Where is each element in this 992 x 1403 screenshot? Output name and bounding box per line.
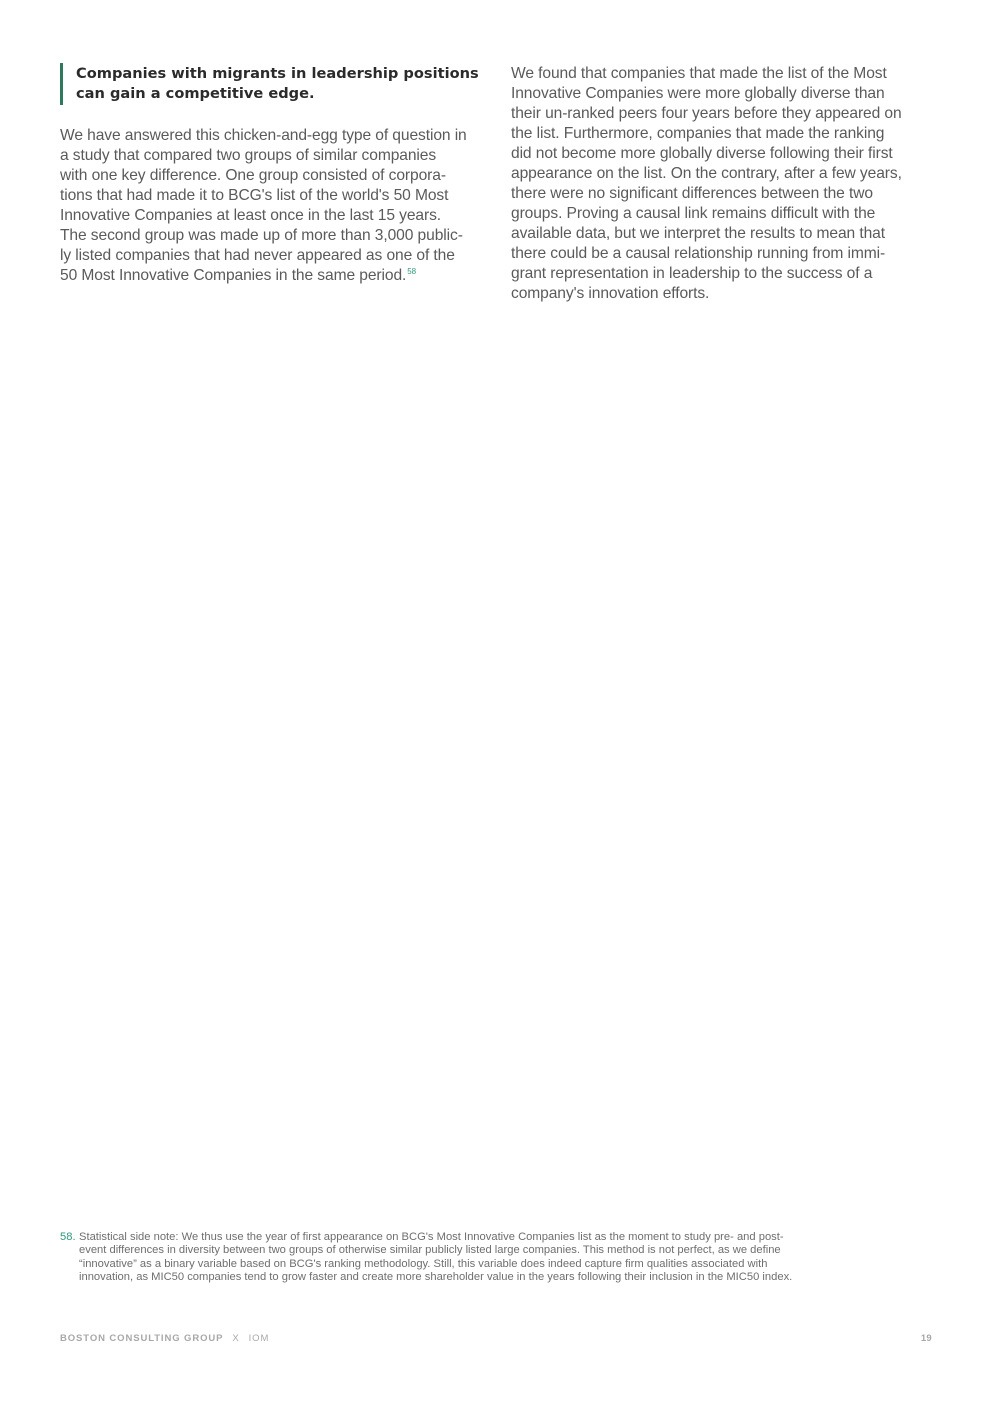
paragraph-line: company's innovation efforts.	[511, 285, 710, 302]
callout-line: Companies with migrants in leadership positions	[76, 65, 479, 82]
paragraph-line: We have answered this chicken-and-egg type of question in	[60, 127, 467, 144]
paragraph-line: ly listed companies that had never appeared as one of the	[60, 247, 455, 264]
paragraph-line	[60, 266, 482, 286]
left-column	[60, 63, 482, 286]
paragraph-line: appearance on the list. On the contrary, after a few years,	[511, 165, 902, 182]
paragraph-line: the list. Furthermore, companies that made the ranking	[511, 125, 885, 142]
paragraph-line: with one key difference. One group consisted of corpora-	[60, 167, 446, 184]
paragraph-line: grant representation in leadership to the success of a	[511, 265, 873, 282]
paragraph-line: Innovative Companies were more globally diverse than	[511, 85, 885, 102]
paragraph-line: there could be a causal relationship running from immi-	[511, 245, 886, 262]
paragraph-line: We found that companies that made the list of the Most	[511, 65, 887, 82]
footer-brand: BOSTON CONSULTING GROUP	[60, 1333, 224, 1344]
paragraph-line: there were no significant differences between the two	[511, 185, 873, 202]
paragraph-line: tions that had made it to BCG's list of the world's 50 Most	[60, 187, 449, 204]
paragraph-line: did not become more globally diverse following their first	[511, 145, 893, 162]
paragraph-line: their un-ranked peers four years before they appeared on	[511, 105, 902, 122]
footnote-line: innovation, as MIC50 companies tend to grow faster and create more shareholder value in the years following their inclusion in the MIC50 index.	[79, 1271, 793, 1284]
footnote-line: event differences in diversity between two groups of otherwise similar publicly listed large companies. This method is not perfect, as we define	[79, 1244, 781, 1257]
paragraph-line: a study that compared two groups of similar companies	[60, 147, 437, 164]
footnote-reference-link[interactable]: 58	[407, 267, 416, 276]
paragraph-line: groups. Proving a causal link remains difficult with the	[511, 205, 876, 222]
footnote	[60, 1231, 935, 1285]
footnote-line: Statistical side note: We thus use the year of first appearance on BCG's Most Innovative Companies list as the moment to study pre- and post-	[79, 1231, 784, 1243]
right-paragraph	[511, 64, 933, 304]
footer-separator: X	[232, 1333, 240, 1344]
paragraph-line: The second group was made up of more than 3,000 public-	[60, 227, 463, 244]
left-paragraph	[60, 126, 482, 286]
callout-box	[60, 63, 482, 105]
footnote-number: 58.	[60, 1231, 76, 1243]
callout-heading	[76, 64, 482, 104]
callout-line: can gain a competitive edge.	[76, 85, 315, 102]
paragraph-line: Innovative Companies at least once in the last 15 years.	[60, 207, 442, 224]
paragraph-line: available data, but we interpret the results to mean that	[511, 225, 885, 242]
footer-partner: IOM	[248, 1333, 270, 1344]
footnote-body	[79, 1231, 935, 1285]
paragraph-line-text: 50 Most Innovative Companies in the same period.	[60, 267, 407, 284]
page-footer	[60, 1333, 932, 1347]
page-number: 19	[920, 1333, 932, 1344]
footnote-line: “innovative” as a binary variable based on BCG's ranking methodology. Still, this variable does indeed capture firm qualities associated with	[79, 1257, 768, 1270]
right-column	[511, 63, 933, 304]
